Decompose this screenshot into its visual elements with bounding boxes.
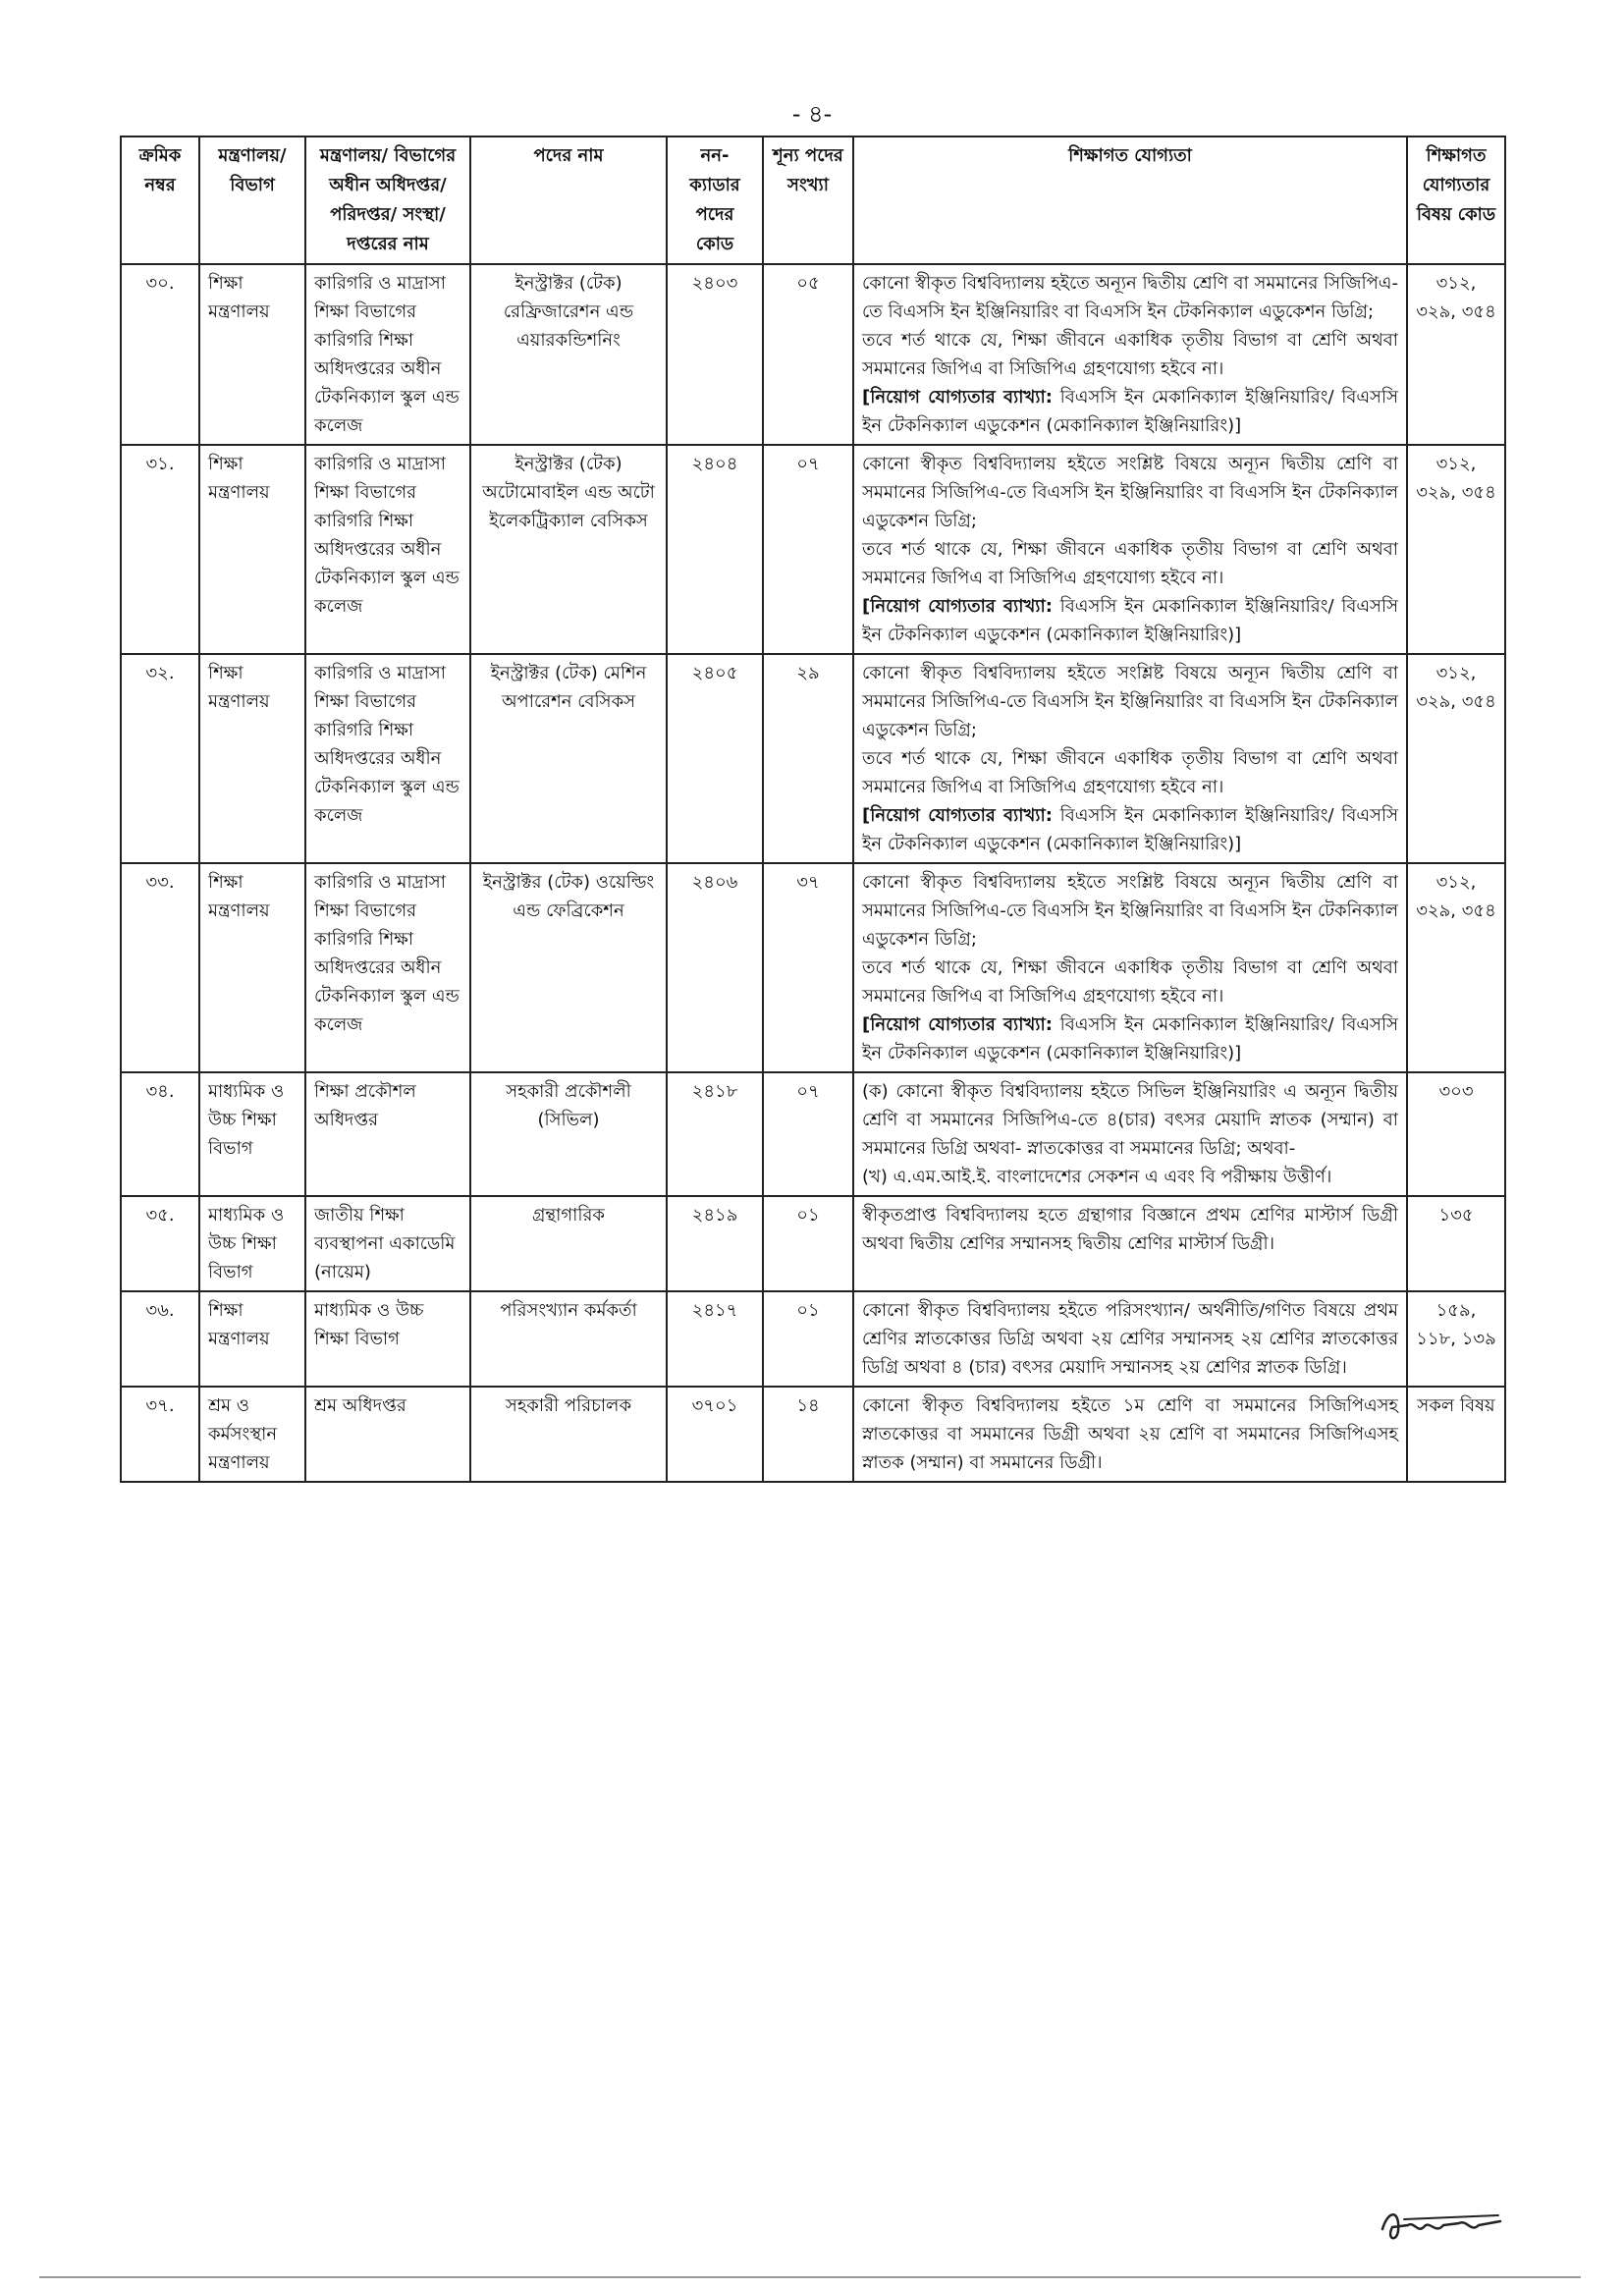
qualification-cell bbox=[853, 445, 1407, 654]
qualification-cell bbox=[853, 654, 1407, 863]
bottom-edge-line bbox=[39, 2276, 1581, 2278]
department-cell: কারিগরি ও মাদ্রাসা শিক্ষা বিভাগের কারিগরি শিক্ষা অধিদপ্তরের অধীন টেকনিক্যাল স্কুল এন্ড কলেজ bbox=[305, 264, 470, 445]
post-code-cell: ২৪০৩ bbox=[667, 264, 763, 445]
qualification-cell bbox=[853, 1196, 1407, 1291]
vacancy-table bbox=[120, 136, 1506, 1483]
qualification-explanation bbox=[862, 383, 1398, 440]
qualification-main-text: স্বীকৃতপ্রাপ্ত বিশ্ববিদ্যালয় হতে গ্রন্থাগার বিজ্ঞানে প্রথম শ্রেণির মাস্টার্স ডিগ্রী অথবা দ্বিতীয় শ্রেণির সম্মানসহ দ্বিতীয় শ্রেণির মাস্টার্স ডিগ্রী। bbox=[862, 1205, 1398, 1254]
post-code-cell: ২৪০৪ bbox=[667, 445, 763, 654]
subject-code-cell: ৩১২, ৩২৯, ৩৫৪ bbox=[1407, 654, 1505, 863]
vacancy-count-cell: ০১ bbox=[763, 1291, 853, 1387]
post-name-cell: ইনস্ট্রাক্টর (টেক) মেশিন অপারেশন বেসিকস bbox=[470, 654, 667, 863]
department-cell: মাধ্যমিক ও উচ্চ শিক্ষা বিভাগ bbox=[305, 1291, 470, 1387]
qualification-explanation bbox=[862, 801, 1398, 858]
header-ministry: মন্ত্রণালয়/ বিভাগ bbox=[199, 136, 305, 264]
post-name-cell: ইনস্ট্রাক্টর (টেক) ওয়েল্ডিং এন্ড ফেব্রিকেশন bbox=[470, 863, 667, 1072]
post-code-cell: ২৪১৯ bbox=[667, 1196, 763, 1291]
qualification-condition-text: তবে শর্ত থাকে যে, শিক্ষা জীবনে একাধিক তৃতীয় বিভাগ বা শ্রেণি অথবা সমমানের জিপিএ বা সিজিপিএ গ্রহণযোগ্য হইবে না। bbox=[862, 330, 1398, 379]
table-row bbox=[121, 1196, 1505, 1291]
subject-code-cell: সকল বিষয় bbox=[1407, 1387, 1505, 1482]
qualification-main-text: কোনো স্বীকৃত বিশ্ববিদ্যালয় হইতে সংশ্লিষ্ট বিষয়ে অন্যূন দ্বিতীয় শ্রেণি বা সমমানের সিজিপিএ-তে বিএসসি ইন ইঞ্জিনিয়ারিং বা বিএসসি ইন টেকনিক্যাল এডুকেশন ডিগ্রি; bbox=[862, 454, 1398, 531]
ministry-cell: শিক্ষা মন্ত্রণালয় bbox=[199, 1291, 305, 1387]
vacancy-count-cell: ১৪ bbox=[763, 1387, 853, 1482]
serial-cell: ৩১. bbox=[121, 445, 199, 654]
table-row bbox=[121, 1387, 1505, 1482]
subject-code-cell: ১৩৫ bbox=[1407, 1196, 1505, 1291]
header-post: পদের নাম bbox=[470, 136, 667, 264]
post-name-cell: পরিসংখ্যান কর্মকর্তা bbox=[470, 1291, 667, 1387]
explanation-text: বিএসসি ইন মেকানিক্যাল ইঞ্জিনিয়ারিং/ বিএসসি ইন টেকনিক্যাল এডুকেশন (মেকানিক্যাল ইঞ্জিনিয়ারিং)] bbox=[862, 387, 1398, 436]
department-cell: কারিগরি ও মাদ্রাসা শিক্ষা বিভাগের কারিগরি শিক্ষা অধিদপ্তরের অধীন টেকনিক্যাল স্কুল এন্ড কলেজ bbox=[305, 654, 470, 863]
table-row bbox=[121, 863, 1505, 1072]
subject-code-cell: ৩১২, ৩২৯, ৩৫৪ bbox=[1407, 863, 1505, 1072]
serial-cell: ৩৩. bbox=[121, 863, 199, 1072]
post-name-cell: সহকারী পরিচালক bbox=[470, 1387, 667, 1482]
table-row bbox=[121, 1072, 1505, 1196]
vacancy-count-cell: ৩৭ bbox=[763, 863, 853, 1072]
table-row bbox=[121, 264, 1505, 445]
vacancy-count-cell: ০৭ bbox=[763, 445, 853, 654]
post-code-cell: ২৪১৭ bbox=[667, 1291, 763, 1387]
serial-cell: ৩০. bbox=[121, 264, 199, 445]
header-vacancy: শূন্য পদের সংখ্যা bbox=[763, 136, 853, 264]
explanation-label: [নিয়োগ যোগ্যতার ব্যাখ্যা: bbox=[862, 805, 1053, 826]
header-code: নন-ক্যাডার পদের কোড bbox=[667, 136, 763, 264]
department-cell: শ্রম অধিদপ্তর bbox=[305, 1387, 470, 1482]
page-number: - ৪- bbox=[791, 100, 833, 128]
department-cell: কারিগরি ও মাদ্রাসা শিক্ষা বিভাগের কারিগরি শিক্ষা অধিদপ্তরের অধীন টেকনিক্যাল স্কুল এন্ড কলেজ bbox=[305, 445, 470, 654]
qualification-explanation bbox=[862, 1010, 1398, 1067]
post-code-cell: ২৪১৮ bbox=[667, 1072, 763, 1196]
explanation-text: বিএসসি ইন মেকানিক্যাল ইঞ্জিনিয়ারিং/ বিএসসি ইন টেকনিক্যাল এডুকেশন (মেকানিক্যাল ইঞ্জিনিয়ারিং)] bbox=[862, 596, 1398, 645]
subject-code-cell: ৩১২, ৩২৯, ৩৫৪ bbox=[1407, 264, 1505, 445]
subject-code-cell: ১৫৯, ১১৮, ১৩৯ bbox=[1407, 1291, 1505, 1387]
table-row bbox=[121, 654, 1505, 863]
post-code-cell: ২৪০৬ bbox=[667, 863, 763, 1072]
table-row bbox=[121, 445, 1505, 654]
serial-cell: ৩৭. bbox=[121, 1387, 199, 1482]
table-row bbox=[121, 1291, 1505, 1387]
explanation-text: বিএসসি ইন মেকানিক্যাল ইঞ্জিনিয়ারিং/ বিএসসি ইন টেকনিক্যাল এডুকেশন (মেকানিক্যাল ইঞ্জিনিয়ারিং)] bbox=[862, 1014, 1398, 1063]
ministry-cell: মাধ্যমিক ও উচ্চ শিক্ষা বিভাগ bbox=[199, 1072, 305, 1196]
table-header-row bbox=[121, 136, 1505, 264]
vacancy-count-cell: ০১ bbox=[763, 1196, 853, 1291]
post-name-cell: সহকারী প্রকৌশলী (সিভিল) bbox=[470, 1072, 667, 1196]
post-name-cell: গ্রন্থাগারিক bbox=[470, 1196, 667, 1291]
ministry-cell: মাধ্যমিক ও উচ্চ শিক্ষা বিভাগ bbox=[199, 1196, 305, 1291]
qualification-cell bbox=[853, 1072, 1407, 1196]
header-serial: ক্রমিক নম্বর bbox=[121, 136, 199, 264]
serial-cell: ৩৫. bbox=[121, 1196, 199, 1291]
qualification-condition-text: তবে শর্ত থাকে যে, শিক্ষা জীবনে একাধিক তৃতীয় বিভাগ বা শ্রেণি অথবা সমমানের জিপিএ বা সিজিপিএ গ্রহণযোগ্য হইবে না। bbox=[862, 957, 1398, 1007]
qualification-cell bbox=[853, 1387, 1407, 1482]
qualification-main-text: কোনো স্বীকৃত বিশ্ববিদ্যালয় হইতে ১ম শ্রেণি বা সমমানের সিজিপিএসহ স্নাতকোত্তর বা সমমানের ডিগ্রী অথবা ২য় শ্রেণি বা সমমানের সিজিপিএসহ স্নাতক (সম্মান) বা সমমানের ডিগ্রী। bbox=[862, 1395, 1398, 1473]
ministry-cell: শ্রম ও কর্মসংস্থান মন্ত্রণালয় bbox=[199, 1387, 305, 1482]
post-name-cell: ইনস্ট্রাক্টর (টেক) অটোমোবাইল এন্ড অটো ইলেকট্রিক্যাল বেসিকস bbox=[470, 445, 667, 654]
vacancy-count-cell: ২৯ bbox=[763, 654, 853, 863]
qualification-cell bbox=[853, 1291, 1407, 1387]
ministry-cell: শিক্ষা মন্ত্রণালয় bbox=[199, 863, 305, 1072]
qualification-main-text: কোনো স্বীকৃত বিশ্ববিদ্যালয় হইতে সংশ্লিষ্ট বিষয়ে অন্যূন দ্বিতীয় শ্রেণি বা সমমানের সিজিপিএ-তে বিএসসি ইন ইঞ্জিনিয়ারিং বা বিএসসি ইন টেকনিক্যাল এডুকেশন ডিগ্রি; bbox=[862, 663, 1398, 740]
serial-cell: ৩৬. bbox=[121, 1291, 199, 1387]
explanation-label: [নিয়োগ যোগ্যতার ব্যাখ্যা: bbox=[862, 1014, 1053, 1035]
header-qualification: শিক্ষাগত যোগ্যতা bbox=[853, 136, 1407, 264]
explanation-text: বিএসসি ইন মেকানিক্যাল ইঞ্জিনিয়ারিং/ বিএসসি ইন টেকনিক্যাল এডুকেশন (মেকানিক্যাল ইঞ্জিনিয়ারিং)] bbox=[862, 805, 1398, 854]
vacancy-count-cell: ০৫ bbox=[763, 264, 853, 445]
ministry-cell: শিক্ষা মন্ত্রণালয় bbox=[199, 264, 305, 445]
explanation-label: [নিয়োগ যোগ্যতার ব্যাখ্যা: bbox=[862, 387, 1053, 408]
qualification-cell bbox=[853, 264, 1407, 445]
qualification-main-text: কোনো স্বীকৃত বিশ্ববিদ্যালয় হইতে পরিসংখ্যান/ অর্থনীতি/গণিত বিষয়ে প্রথম শ্রেণির স্নাতকোত্তর ডিগ্রি অথবা ২য় শ্রেণির সম্মানসহ ২য় শ্রেণির স্নাতকোত্তর ডিগ্রি অথবা ৪ (চার) বৎসর মেয়াদি সম্মানসহ ২য় শ্রেণির স্নাতক ডিগ্রি। bbox=[862, 1300, 1398, 1378]
qualification-cell bbox=[853, 863, 1407, 1072]
qualification-main-text: (ক) কোনো স্বীকৃত বিশ্ববিদ্যালয় হইতে সিভিল ইঞ্জিনিয়ারিং এ অন্যূন দ্বিতীয় শ্রেণি বা সমমানের সিজিপিএ-তে ৪(চার) বৎসর মেয়াদি স্নাতক (সম্মান) বা সমমানের ডিগ্রি অথবা- স্নাতকোত্তর বা সমমানের ডিগ্রি; অথবা- bbox=[862, 1081, 1398, 1159]
department-cell: জাতীয় শিক্ষা ব্যবস্থাপনা একাডেমি (নায়েম) bbox=[305, 1196, 470, 1291]
ministry-cell: শিক্ষা মন্ত্রণালয় bbox=[199, 654, 305, 863]
qualification-condition-text: তবে শর্ত থাকে যে, শিক্ষা জীবনে একাধিক তৃতীয় বিভাগ বা শ্রেণি অথবা সমমানের জিপিএ বা সিজিপিএ গ্রহণযোগ্য হইবে না। bbox=[862, 748, 1398, 797]
qualification-condition-text: তবে শর্ত থাকে যে, শিক্ষা জীবনে একাধিক তৃতীয় বিভাগ বা শ্রেণি অথবা সমমানের জিপিএ বা সিজিপিএ গ্রহণযোগ্য হইবে না। bbox=[862, 539, 1398, 588]
serial-cell: ৩৪. bbox=[121, 1072, 199, 1196]
qualification-explanation bbox=[862, 592, 1398, 649]
vacancy-count-cell: ০৭ bbox=[763, 1072, 853, 1196]
subject-code-cell: ৩১২, ৩২৯, ৩৫৪ bbox=[1407, 445, 1505, 654]
post-code-cell: ৩৭০১ bbox=[667, 1387, 763, 1482]
department-cell: কারিগরি ও মাদ্রাসা শিক্ষা বিভাগের কারিগরি শিক্ষা অধিদপ্তরের অধীন টেকনিক্যাল স্কুল এন্ড কলেজ bbox=[305, 863, 470, 1072]
subject-code-cell: ৩০৩ bbox=[1407, 1072, 1505, 1196]
ministry-cell: শিক্ষা মন্ত্রণালয় bbox=[199, 445, 305, 654]
header-department: মন্ত্রণালয়/ বিভাগের অধীন অধিদপ্তর/ পরিদপ্তর/ সংস্থা/ দপ্তরের নাম bbox=[305, 136, 470, 264]
explanation-label: [নিয়োগ যোগ্যতার ব্যাখ্যা: bbox=[862, 596, 1053, 617]
signature-mark bbox=[1375, 2200, 1512, 2249]
post-code-cell: ২৪০৫ bbox=[667, 654, 763, 863]
post-name-cell: ইনস্ট্রাক্টর (টেক) রেফ্রিজারেশন এন্ড এয়ারকন্ডিশনিং bbox=[470, 264, 667, 445]
serial-cell: ৩২. bbox=[121, 654, 199, 863]
qualification-condition-text: (খ) এ.এম.আই.ই. বাংলাদেশের সেকশন এ এবং বি পরীক্ষায় উত্তীর্ণ। bbox=[862, 1167, 1332, 1187]
qualification-main-text: কোনো স্বীকৃত বিশ্ববিদ্যালয় হইতে সংশ্লিষ্ট বিষয়ে অন্যূন দ্বিতীয় শ্রেণি বা সমমানের সিজিপিএ-তে বিএসসি ইন ইঞ্জিনিয়ারিং বা বিএসসি ইন টেকনিক্যাল এডুকেশন ডিগ্রি; bbox=[862, 872, 1398, 950]
qualification-main-text: কোনো স্বীকৃত বিশ্ববিদ্যালয় হইতে অন্যূন দ্বিতীয় শ্রেণি বা সমমানের সিজিপিএ-তে বিএসসি ইন ইঞ্জিনিয়ারিং বা বিএসসি ইন টেকনিক্যাল এডুকেশন ডিগ্রি; bbox=[862, 273, 1398, 322]
department-cell: শিক্ষা প্রকৌশল অধিদপ্তর bbox=[305, 1072, 470, 1196]
header-subject-code: শিক্ষাগত যোগ্যতার বিষয় কোড bbox=[1407, 136, 1505, 264]
